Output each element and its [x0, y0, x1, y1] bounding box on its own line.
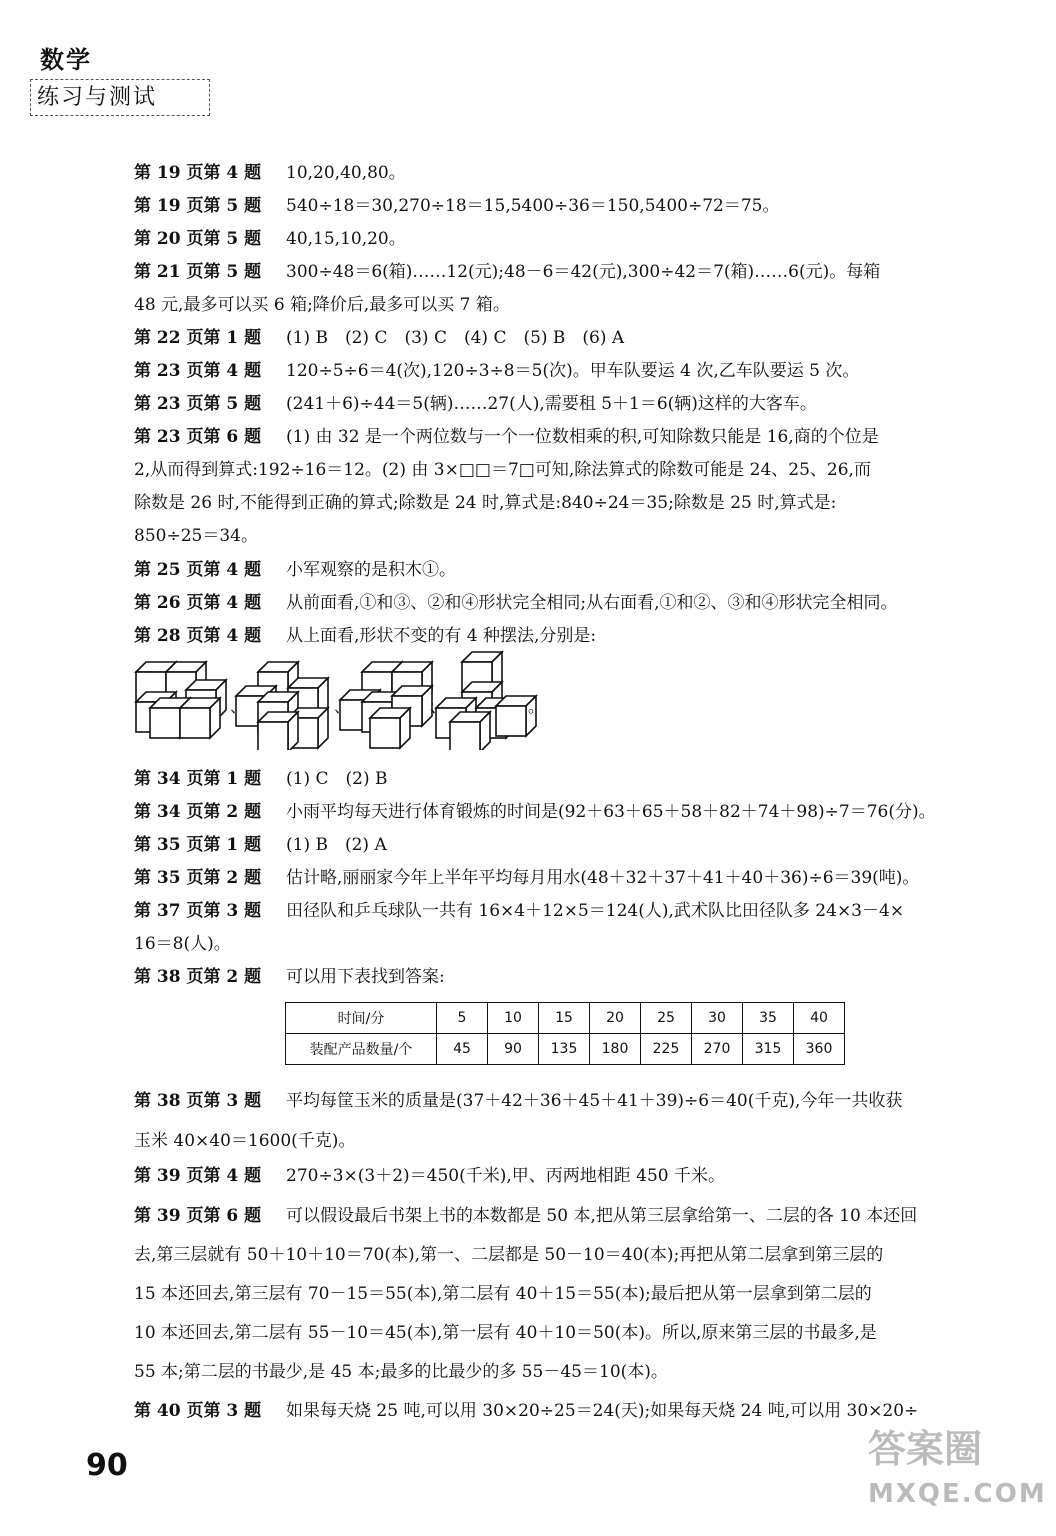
separator-mark: 。: [528, 697, 545, 716]
answer-line: [134, 896, 904, 921]
answer-continuation: 10 本还回去,第二层有 55－10＝45(本),第一层有 40＋10＝50(本)。所以,原来第三层的书最多,是: [134, 1323, 877, 1343]
answer-text: 540÷18＝30,270÷18＝15,5400÷36＝150,5400÷72＝75。: [286, 196, 780, 216]
answer-line: [134, 257, 880, 282]
answer-text: 平均每筐玉米的质量是(37＋42＋36＋45＋41＋39)÷6＝40(千克),今年一共收获: [286, 1091, 903, 1111]
answer-label: 第 22 页第 1 题: [134, 328, 262, 348]
answer-continuation: 去,第三层就有 50＋10＋10＝70(本),第一、二层都是 50－10＝40(本);再把从第二层拿到第三层的: [134, 1245, 884, 1265]
answer-line: [134, 1086, 902, 1111]
answer-line: [134, 1161, 725, 1186]
table-cell: 180: [590, 1034, 641, 1065]
answer-continuation: 48 元,最多可以买 6 箱;降价后,最多可以买 7 箱。: [134, 295, 510, 315]
separator-mark: 、: [430, 697, 447, 716]
table-cell: 时间/分: [286, 1003, 437, 1034]
answer-line: [134, 830, 387, 855]
answer-text: (1) B (2) C (3) C (4) C (5) B (6) A: [286, 328, 625, 348]
answer-line: [134, 158, 406, 183]
answer-continuation: 除数是 26 时,不能得到正确的算式;除数是 24 时,算式是:840÷24＝35;除数是 25 时,算式是:: [134, 493, 837, 513]
answer-label: 第 23 页第 4 题: [134, 361, 262, 381]
table-cell: 10: [488, 1003, 539, 1034]
answer-continuation: 16＝8(人)。: [134, 934, 231, 954]
page-number: 90: [86, 1448, 128, 1483]
answer-label: 第 39 页第 6 题: [134, 1206, 262, 1226]
answer-line: [134, 764, 387, 789]
answer-text: 40,15,10,20。: [286, 229, 406, 249]
answer-text: 120÷5÷6＝4(次),120÷3÷8＝5(次)。甲车队要运 4 次,乙车队要运 5 次。: [286, 361, 860, 381]
table-cell: 90: [488, 1034, 539, 1065]
table-cell: 135: [539, 1034, 590, 1065]
answer-label: 第 35 页第 1 题: [134, 835, 262, 855]
answer-line: [134, 588, 898, 613]
answer-continuation: 2,从而得到算式:192÷16＝12。(2) 由 3×□□＝7□可知,除法算式的除数可能是 24、25、26,而: [134, 460, 871, 480]
answer-text: 300÷48＝6(箱)……12(元);48－6＝42(元),300÷42＝7(箱)……6(元)。每箱: [286, 262, 881, 282]
answer-text: (241＋6)÷44＝5(辆)……27(人),需要租 5＋1＝6(辆)这样的大客车。: [286, 394, 817, 414]
watermark-site-text: MXQE.COM: [868, 1479, 1047, 1509]
answer-text: 从前面看,①和③、②和④形状完全相同;从右面看,①和②、③和④形状完全相同。: [286, 593, 898, 613]
cube-arrangements-figure: [130, 650, 550, 750]
table-cell: 5: [437, 1003, 488, 1034]
table-cell: 225: [641, 1034, 692, 1065]
answer-label: 第 23 页第 6 题: [134, 427, 262, 447]
answer-text: (1) B (2) A: [286, 835, 387, 855]
answer-label: 第 21 页第 5 题: [134, 262, 262, 282]
answer-continuation: 15 本还回去,第三层有 70－15＝55(本),第二层有 40＋15＝55(本);最后把从第一层拿到第二层的: [134, 1284, 872, 1304]
answer-label: 第 38 页第 3 题: [134, 1091, 262, 1111]
answer-line: [134, 863, 919, 888]
answer-line: [134, 797, 936, 822]
watermark-logo-text: 答案圈: [868, 1427, 983, 1471]
answer-label: 第 39 页第 4 题: [134, 1166, 262, 1186]
assembly-table: [285, 1002, 845, 1065]
answer-text: 田径队和乒乓球队一共有 16×4＋12×5＝124(人),武术队比田径队多 24×3－4×: [286, 901, 905, 921]
separator-mark: 、: [230, 697, 247, 716]
table-cell: 25: [641, 1003, 692, 1034]
answer-line: [134, 389, 817, 414]
watermark-logo: [868, 1418, 1048, 1528]
answer-continuation: 55 本;第二层的书最少,是 45 本;最多的比最少的多 55－45＝10(本)。: [134, 1362, 668, 1382]
answer-line: [134, 1201, 917, 1226]
answer-line: [134, 224, 406, 249]
table-cell: 35: [743, 1003, 794, 1034]
answer-label: 第 34 页第 1 题: [134, 769, 262, 789]
answer-label: 第 37 页第 3 题: [134, 901, 262, 921]
answer-label: 第 25 页第 4 题: [134, 560, 262, 580]
answer-label: 第 23 页第 5 题: [134, 394, 262, 414]
answer-label: 第 28 页第 4 题: [134, 626, 262, 646]
table-cell: 20: [590, 1003, 641, 1034]
answer-line: [134, 621, 596, 646]
answer-text: 如果每天烧 25 吨,可以用 30×20÷25＝24(天);如果每天烧 24 吨,可以用 30×20÷: [286, 1401, 919, 1421]
subject-title: 数学: [40, 46, 92, 74]
book-header: [30, 40, 210, 116]
table-cell: 270: [692, 1034, 743, 1065]
answer-line: [134, 323, 624, 348]
answer-label: 第 34 页第 2 题: [134, 802, 262, 822]
answer-text: 小军观察的是积木①。: [286, 560, 456, 580]
answer-label: 第 19 页第 5 题: [134, 196, 262, 216]
answer-text: (1) 由 32 是一个两位数与一个一位数相乘的积,可知除数只能是 16,商的个位是: [286, 427, 879, 447]
table-cell: 装配产品数量/个: [286, 1034, 437, 1065]
answer-label: 第 40 页第 3 题: [134, 1401, 262, 1421]
answer-text: 270÷3×(3＋2)＝450(千米),甲、丙两地相距 450 千米。: [286, 1166, 726, 1186]
answer-text: (1) C (2) B: [286, 769, 388, 789]
answer-label: 第 20 页第 5 题: [134, 229, 262, 249]
answer-line: [134, 1396, 918, 1421]
answer-label: 第 38 页第 2 题: [134, 967, 262, 987]
answer-label: 第 35 页第 2 题: [134, 868, 262, 888]
answer-label: 第 26 页第 4 题: [134, 593, 262, 613]
table-cell: 15: [539, 1003, 590, 1034]
answer-text: 可以假设最后书架上书的本数都是 50 本,把从第三层拿给第一、二层的各 10 本还回: [286, 1206, 918, 1226]
arrangement-1: [136, 662, 226, 738]
answer-line: [134, 555, 456, 580]
table-cell: 360: [794, 1034, 845, 1065]
table-cell: 40: [794, 1003, 845, 1034]
answer-line: [134, 422, 879, 447]
answer-line: [134, 962, 445, 987]
table-header-row: [286, 1003, 845, 1034]
table-row: [286, 1034, 845, 1065]
table-cell: 30: [692, 1003, 743, 1034]
separator-mark: 、: [334, 697, 351, 716]
answer-line: [134, 191, 779, 216]
answer-continuation: 玉米 40×40＝1600(千克)。: [134, 1131, 356, 1151]
answer-line: [134, 356, 859, 381]
series-title: 练习与测试: [30, 79, 210, 116]
table-cell: 315: [743, 1034, 794, 1065]
answer-text: 估计略,丽丽家今年上半年平均每月用水(48＋32＋37＋41＋40＋36)÷6＝39(吨)。: [286, 868, 920, 888]
answer-continuation: 850÷25＝34。: [134, 526, 258, 546]
answer-text: 从上面看,形状不变的有 4 种摆法,分别是:: [286, 626, 597, 646]
answer-text: 小雨平均每天进行体育锻炼的时间是(92＋63＋65＋58＋82＋74＋98)÷7＝76(分)。: [286, 802, 936, 822]
answer-label: 第 19 页第 4 题: [134, 163, 262, 183]
arrangement-2: [236, 662, 328, 750]
answer-text: 可以用下表找到答案:: [286, 967, 445, 987]
arrangement-3: [340, 662, 432, 748]
arrangement-4: [436, 652, 536, 750]
answer-text: 10,20,40,80。: [286, 163, 406, 183]
table-cell: 45: [437, 1034, 488, 1065]
